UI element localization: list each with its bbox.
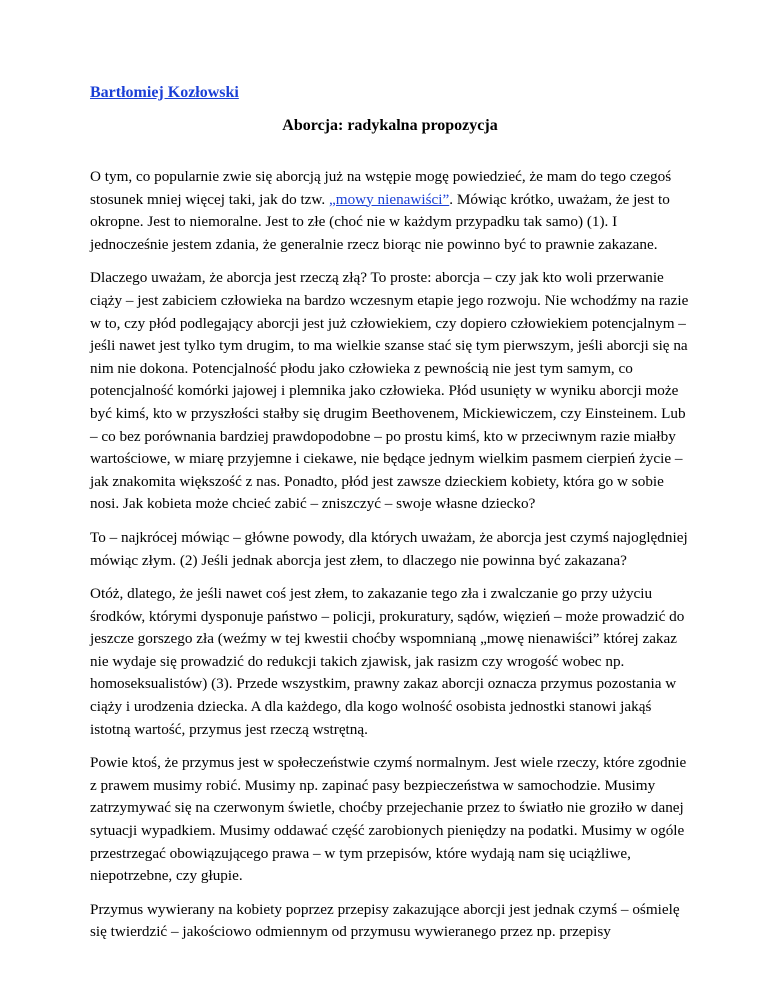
hate-speech-link[interactable]: „mowy nienawiści” [329,190,450,208]
paragraph-2: Dlaczego uważam, że aborcja jest rzeczą złą? To proste: aborcja – czy jak kto woli przerwanie ciąży – jest zabiciem człowieka na bardzo wczesnym etapie jego rozwoju. Nie wchodźmy na razie w to, czy płód podlegający aborcji jest już człowiekiem, czy dopiero człowiekiem potencjalnym – jeśli nawet jest tylko tym drugim, to ma wielkie szanse stać się tym pierwszym, jeśli aborcji się na nim nie dokona. Potencjalność płodu jako człowieka z pewnością nie jest tym samym, co potencjalność komórki jajowej i plemnika jako człowieka. Płód usunięty w wyniku aborcji może być kimś, kto w przyszłości stałby się drugim Beethovenem, Mickiewiczem, czy Einsteinem. Lub – co bez porównania bardziej prawdopodobne – po prostu kimś, kto w przeciwnym razie miałby wartościowe, w miarę przyjemne i ciekawe, nie będące jednym wielkim pasmem cierpień życie – jak znakomita większość z nas. Ponadto, płód jest zawsze dzieckiem kobiety, która go w sobie nosi. Jak kobieta może chcieć zabić – zniszczyć – swoje własne dziecko? [90,269,689,513]
paragraph-1 [90,166,690,256]
paragraph-5: Powie ktoś, że przymus jest w społeczeństwie czymś normalnym. Jest wiele rzeczy, które zgodnie z prawem musimy robić. Musimy np. zapinać pasy bezpieczeństwa w samochodzie. Musimy zatrzymywać się na czerwonym świetle, choćby przejechanie przez to światło nie groziło w danej sytuacji wypadkiem. Musimy oddawać część zarobionych pieniędzy na podatki. Musimy w ogóle przestrzegać obowiązującego prawa – w tym przepisów, które wydają nam się uciążliwe, niepotrzebne, czy głupie. [90,754,687,885]
paragraph-1-text-end: . Mówiąc krótko, uważam, że jest to okropne. Jest to niemoralne. Jest to złe (choć nie w każdym przypadku tak samo) (1). I jednocześnie jestem zdania, że generalnie rzecz biorąc nie powinno być to prawnie zakazane. [90,190,670,253]
paragraph-1-text-start: O tym, co popularnie zwie się aborcją już na wstępie mogę powiedzieć, że mam do tego czegoś stosunek mniej więcej taki, jak do tzw. [90,168,672,208]
author-link[interactable]: Bartłomiej Kozłowski [90,84,239,101]
article-title: Aborcja: radykalna propozycja [282,117,498,134]
document-page [90,82,690,955]
paragraph-3: To – najkrócej mówiąc – główne powody, dla których uważam, że aborcja jest czymś najoględniej mówiąc złym. (2) Jeśli jednak aborcja jest złem, to dlaczego nie powinna być zakazana? [90,528,688,569]
paragraph-6: Przymus wywierany na kobiety poprzez przepisy zakazujące aborcji jest jednak czymś – ośmielę się twierdzić – jakościowo odmiennym od przymusu wywieranego przez np. przepisy [90,900,680,941]
paragraph-4: Otóż, dlatego, że jeśli nawet coś jest złem, to zakazanie tego zła i zwalczanie go przy użyciu środków, którymi dysponuje państwo – policji, prokuratury, sądów, więzień – może prowadzić do jeszcze gorszego zła (weźmy w tej kwestii choćby wspomnianą „mowę nienawiści” której zakaz nie wydaje się prowadzić do redukcji takich zjawisk, jak rasizm czy wrogość wobec np. homoseksualistów) (3). Przede wszystkim, prawny zakaz aborcji oznacza przymus pozostania w ciąży i urodzenia dziecka. A dla każdego, dla kogo wolność osobista jednostki stanowi jakąś istotną wartość, przymus jest rzeczą wstrętną. [90,585,685,738]
